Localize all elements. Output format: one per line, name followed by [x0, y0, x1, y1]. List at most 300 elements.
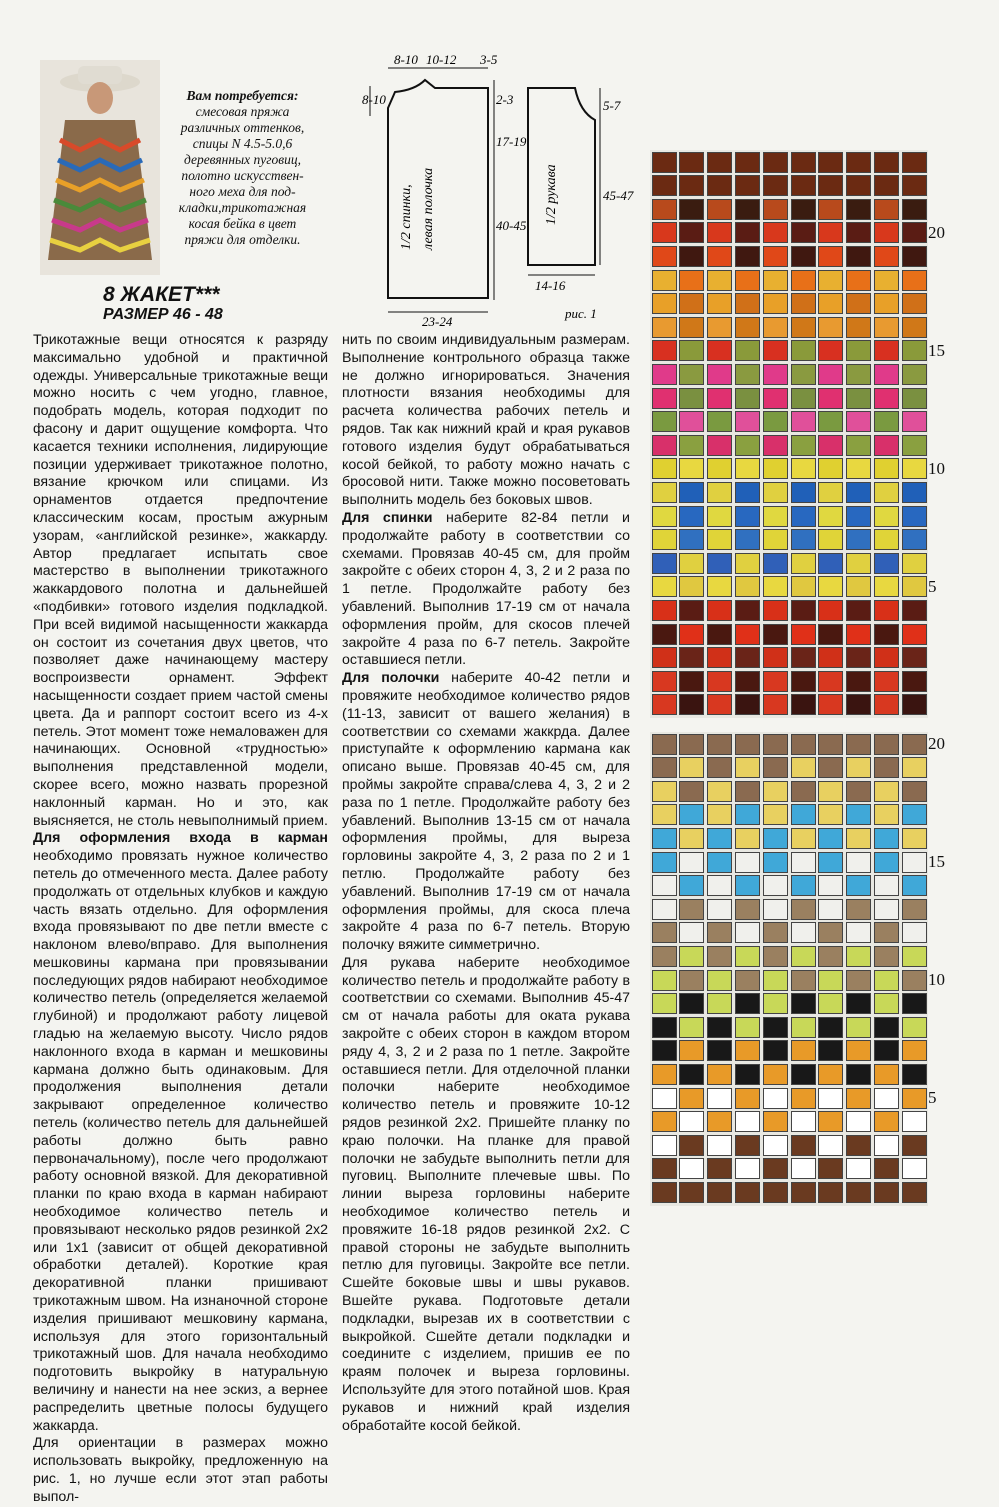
piece-label: 1/2 рукава — [544, 164, 559, 225]
chart-cell — [679, 1088, 704, 1109]
chart-cell — [791, 993, 816, 1014]
chart-cell — [791, 411, 816, 432]
chart-cell — [902, 624, 927, 645]
chart-cell — [791, 246, 816, 267]
chart-cell — [763, 411, 788, 432]
chart-cell — [818, 734, 843, 755]
chart-cell — [874, 222, 899, 243]
chart-cell — [874, 435, 899, 456]
chart-cell — [791, 270, 816, 291]
chart-cell — [846, 828, 871, 849]
chart-cell — [679, 1111, 704, 1132]
chart-cell — [791, 970, 816, 991]
materials-line: кладки,трикотажная — [178, 200, 307, 215]
dim-label: 8-10 — [362, 92, 386, 107]
chart-cell — [791, 364, 816, 385]
chart-cell — [874, 993, 899, 1014]
chart-cell — [735, 875, 760, 896]
chart-cell — [679, 199, 704, 220]
chart-cell — [735, 647, 760, 668]
chart-cell — [652, 647, 677, 668]
chart-cell — [763, 1111, 788, 1132]
chart-cell — [874, 458, 899, 479]
chart-cell — [846, 199, 871, 220]
chart-cell — [652, 899, 677, 920]
chart-cell — [902, 828, 927, 849]
chart-cell — [735, 317, 760, 338]
chart-cell — [818, 1158, 843, 1179]
chart-cell — [791, 152, 816, 173]
chart-cell — [846, 576, 871, 597]
chart-cell — [902, 694, 927, 715]
chart-cell — [679, 388, 704, 409]
chart-cell — [818, 435, 843, 456]
chart-cell — [763, 317, 788, 338]
chart-cell — [902, 1111, 927, 1132]
dim-label: 14-16 — [535, 278, 566, 293]
chart-cell — [763, 199, 788, 220]
chart-cell — [735, 458, 760, 479]
chart-cell — [791, 317, 816, 338]
chart-cell — [791, 553, 816, 574]
chart-cell — [735, 411, 760, 432]
chart-cell — [763, 364, 788, 385]
chart-cell — [902, 734, 927, 755]
chart-cell — [707, 1088, 732, 1109]
chart-cell — [846, 946, 871, 967]
chart-cell — [902, 246, 927, 267]
chart-cell — [763, 1064, 788, 1085]
chart-cell — [902, 458, 927, 479]
chart-cell — [652, 694, 677, 715]
chart-cell — [679, 624, 704, 645]
chart-cell — [707, 175, 732, 196]
row-number-label: 15 — [928, 852, 945, 871]
materials-line: смесовая пряжа — [195, 104, 290, 119]
chart-cell — [707, 647, 732, 668]
chart-cell — [679, 222, 704, 243]
chart-cell — [846, 1158, 871, 1179]
chart-cell — [791, 199, 816, 220]
chart-cell — [874, 152, 899, 173]
chart-cell — [763, 270, 788, 291]
chart-cell — [791, 1017, 816, 1038]
chart-cell — [902, 1135, 927, 1156]
chart-cell — [791, 435, 816, 456]
chart-cell — [679, 152, 704, 173]
chart-cell — [735, 364, 760, 385]
chart-cell — [846, 1064, 871, 1085]
chart-cell — [679, 671, 704, 692]
chart-cell — [874, 875, 899, 896]
chart-cell — [902, 482, 927, 503]
chart-cell — [707, 340, 732, 361]
chart-cell — [902, 388, 927, 409]
chart-cell — [735, 293, 760, 314]
chart-cell — [735, 781, 760, 802]
chart-cell — [818, 899, 843, 920]
chart-cell — [679, 529, 704, 550]
row-number-label: 10 — [928, 970, 945, 989]
size-subtitle: РАЗМЕР 46 - 48 — [103, 306, 223, 323]
chart-cell — [791, 529, 816, 550]
chart-cell — [791, 340, 816, 361]
chart-cell — [735, 757, 760, 778]
chart-cell — [679, 317, 704, 338]
chart-cell — [707, 624, 732, 645]
chart-cell — [652, 364, 677, 385]
row-number-label: 20 — [928, 734, 945, 753]
materials-line: полотно искусствен- — [181, 168, 304, 183]
chart-cell — [902, 152, 927, 173]
chart-cell — [707, 1040, 732, 1061]
chart-cell — [679, 1158, 704, 1179]
chart-cell — [846, 899, 871, 920]
materials-line: пряжи для отделки. — [184, 232, 301, 247]
chart-cell — [679, 246, 704, 267]
chart-cell — [874, 647, 899, 668]
chart-cell — [846, 1040, 871, 1061]
chart-cell — [791, 734, 816, 755]
chart-cell — [763, 506, 788, 527]
chart-cell — [652, 482, 677, 503]
chart-cell — [818, 458, 843, 479]
chart-cell — [652, 781, 677, 802]
chart-cell — [902, 970, 927, 991]
chart-cell — [763, 1158, 788, 1179]
chart-cell — [652, 1182, 677, 1203]
chart-cell — [763, 852, 788, 873]
chart-cell — [846, 647, 871, 668]
chart-cell — [791, 1040, 816, 1061]
chart-cell — [679, 970, 704, 991]
chart-cell — [652, 671, 677, 692]
chart-cell — [791, 482, 816, 503]
chart-cell — [902, 340, 927, 361]
chart-cell — [846, 270, 871, 291]
jacquard-chart-1 — [650, 150, 928, 718]
chart-cell — [791, 222, 816, 243]
chart-cell — [679, 647, 704, 668]
chart-cell — [679, 734, 704, 755]
chart-cell — [874, 1017, 899, 1038]
chart-cell — [846, 993, 871, 1014]
chart-cell — [791, 694, 816, 715]
chart-cell — [846, 757, 871, 778]
chart-cell — [652, 624, 677, 645]
pattern-diagram — [360, 50, 634, 330]
chart-cell — [763, 222, 788, 243]
chart-cell — [818, 1088, 843, 1109]
chart-cell — [735, 1111, 760, 1132]
chart-cell — [735, 246, 760, 267]
chart-cell — [902, 647, 927, 668]
chart-cell — [874, 1088, 899, 1109]
chart-cell — [846, 970, 871, 991]
chart-cell — [735, 804, 760, 825]
materials-line: ного меха для под- — [189, 184, 296, 199]
chart-cell — [818, 246, 843, 267]
materials-heading: Вам потребуется: — [186, 88, 299, 103]
chart-cell — [652, 1088, 677, 1109]
chart-cell — [679, 804, 704, 825]
chart-cell — [707, 828, 732, 849]
chart-cell — [652, 852, 677, 873]
chart-cell — [763, 600, 788, 621]
chart-cell — [902, 1088, 927, 1109]
chart-cell — [735, 1040, 760, 1061]
paragraph: Трикотажные вещи относятся к разряду максимально удобной и практичной одежды. Универсальные трикотажные вещи можно носить с чем угодно, главное, подобрать модель, которая подходит по фасону и дарит ощущение комфорта. Что касается техники исполнения, лидирующие позиции удерживает трикотажное полотно, вязание крючком или спицами. Из орнаментов отдается предпочтение классическим косам, простым ажурным узорам, «английской резинке», жаккарду. Автор предлагает испытать свое мастерство в выполнении трикотажного жаккардового полотна и дальнейшей «подбивки» готового изделия подкладкой. При всей видимой насыщенности жаккарда он состоит из сочетания двух цветов, что позволяет даже начинающему мастеру воспроизвести орнамент. Эффект насыщенности создает прием частой смены цвета. Да и раппорт состоит всего из 4-х петель. Этот момент тоже немаловажен для начинающих. Основной «трудностью» выполнения представленной модели, скорее всего, можно назвать прорезной наклонный карман. Но и это, как выясняется, не столь невыполнимый прием. Для оформления входа в карман необходимо провязать нужное количество петель до отмеченного места. Далее работу продолжать от отдельных клубков и каждую часть вязать отдельно. Для оформления входа провязывают по две петли вместе с наклоном влево/вправо. Для выполнения мешковины кармана при провязывании последующих рядов набирают необходимое количество петель (определяется желаемой глубиной) и продолжают работу лицевой гладью на желаемую высоту. Число рядов наклонного входа в карман и мешковины кармана должно быть одинаковым. Для продолжения выполнения детали закрывают определенное количество петель (количество петель для дальнейшей работы должно быть равно первоначальному), после чего продолжают работу основной вязкой. Для декоративной планки по краю входа в карман набирают необходимое количество петель и провязывают несколько рядов резинкой 2х2 или 1х1 (зависит от общей декоративной обработки деталей). Короткие края декоративной планки пришивают трикотажным швом. На изнаночной стороне изделия пришивают мешковину кармана, используя для этого горизонтальный трикотажный шов. Для начала необходимо подготовить выкройку в натуральную величину и нанести на нее эскиз, а вернее распределить цветные полосы будущего жаккарда. — [33, 332, 328, 1434]
chart-cell — [791, 922, 816, 943]
chart-cell — [707, 804, 732, 825]
chart-cell — [818, 222, 843, 243]
chart-cell — [679, 270, 704, 291]
chart-cell — [763, 435, 788, 456]
chart-cell — [735, 993, 760, 1014]
materials-line: деревянных пуговиц, — [183, 152, 302, 167]
chart-cell — [652, 828, 677, 849]
chart-cell — [818, 875, 843, 896]
chart-cell — [735, 175, 760, 196]
chart-cell — [735, 506, 760, 527]
chart-cell — [902, 576, 927, 597]
chart-cell — [846, 340, 871, 361]
chart-cell — [902, 946, 927, 967]
chart-cell — [707, 922, 732, 943]
chart-cell — [707, 435, 732, 456]
chart-cell — [763, 694, 788, 715]
chart-cell — [818, 175, 843, 196]
chart-cell — [679, 1017, 704, 1038]
chart-cell — [818, 1064, 843, 1085]
chart-cell — [707, 1064, 732, 1085]
chart-cell — [846, 222, 871, 243]
chart-cell — [763, 734, 788, 755]
chart-cell — [763, 993, 788, 1014]
chart-cell — [763, 970, 788, 991]
chart-cell — [846, 600, 871, 621]
chart-cell — [874, 270, 899, 291]
chart-cell — [846, 529, 871, 550]
chart-cell — [818, 411, 843, 432]
chart-cell — [818, 852, 843, 873]
chart-cell — [652, 317, 677, 338]
chart-cell — [735, 553, 760, 574]
chart-cell — [846, 553, 871, 574]
chart-cell — [763, 828, 788, 849]
chart-cell — [652, 270, 677, 291]
paragraph: Для рукава наберите необходимое количество петель и продолжайте работу в соответствии со схемами. Выполнив 45-47 см от начала работы для оката рукава закройте с обеих сторон в каждом втором ряду 4, 3, 2 и 2 раза по 1 петле. Закройте оставшиеся петли. Для отделочной планки полочки наберите необходимое количество петель и провяжите 10-12 рядов резинкой 2х2. Пришейте планку по краю полочки. На планке для правой полочки не забудьте выполнить петли для пуговиц. Выполните плечевые швы. По линии выреза горловины наберите необходимое количество петель и провяжите 16-18 рядов резинкой 2х2. С правой стороны не забудьте выполнить петлю для пуговицы. Закройте все петли. Сшейте боковые швы и швы рукавов. Вшейте рукава. Подготовьте детали подкладки, вырезав их в соответствии с выкройкой. Сшейте детали подкладки и соедините с изделием, пришив ее по краям полочек и выреза горловины. Используйте для этого потайной шов. Края рукавов и нижний край изделия обработайте косой бейкой. — [342, 954, 630, 1434]
chart-cell — [846, 1017, 871, 1038]
chart-cell — [735, 899, 760, 920]
chart-cell — [679, 946, 704, 967]
chart-cell — [763, 1182, 788, 1203]
chart-cell — [735, 1064, 760, 1085]
chart-cell — [707, 1182, 732, 1203]
chart-cell — [846, 364, 871, 385]
chart-cell — [652, 553, 677, 574]
chart-cell — [902, 270, 927, 291]
chart-cell — [735, 1017, 760, 1038]
chart-cell — [902, 553, 927, 574]
chart-cell — [707, 671, 732, 692]
chart-cell — [846, 152, 871, 173]
dim-label: 40-45 — [496, 218, 527, 233]
paragraph: Для ориентации в размерах можно использовать выкройку, предложенную на рис. 1, но лучше если этот этап работы выпол- — [33, 1435, 328, 1505]
chart-cell — [707, 576, 732, 597]
chart-cell — [652, 970, 677, 991]
chart-cell — [652, 875, 677, 896]
chart-cell — [707, 781, 732, 802]
chart-cell — [846, 1111, 871, 1132]
chart-cell — [846, 922, 871, 943]
dim-label: 10-12 — [426, 52, 457, 67]
chart-cell — [874, 553, 899, 574]
chart-cell — [735, 671, 760, 692]
chart-cell — [735, 222, 760, 243]
chart-cell — [735, 852, 760, 873]
chart-cell — [818, 199, 843, 220]
chart-cell — [818, 529, 843, 550]
chart-cell — [707, 946, 732, 967]
chart-cell — [902, 600, 927, 621]
paragraph: Для полочки наберите 40-42 петли и провяжите необходимое количество рядов (11-13, зависит от вашего желания) в соответствии со схемами жаккрда. Далее приступайте к оформлению кармана как описано выше. Провязав 40-45 см, для проймы закройте справа/слева 4, 3, 2 и 2 раза по 1 петле. Продолжайте работу без убавлений. Выполнив 13-15 см от начала оформления проймы, для выреза горловины закройте 4, 3, 2 раза по 2 и 1 петлю. Продолжайте работу без убавлений. Выполнив 17-19 см от начала оформления проймы, для скоса плеча закройте 4 раза по 6-7 петель. Вторую полочку вяжите симметрично. — [342, 670, 630, 954]
chart-cell — [818, 506, 843, 527]
chart-cell — [652, 152, 677, 173]
chart-cell — [735, 435, 760, 456]
chart-cell — [735, 1135, 760, 1156]
chart-cell — [735, 199, 760, 220]
chart-cell — [874, 757, 899, 778]
chart-cell — [846, 694, 871, 715]
chart-cell — [652, 804, 677, 825]
chart-cell — [652, 458, 677, 479]
chart-cell — [818, 781, 843, 802]
chart-cell — [735, 1158, 760, 1179]
chart-cell — [791, 1088, 816, 1109]
chart-cell — [874, 624, 899, 645]
chart-cell — [679, 757, 704, 778]
chart-cell — [902, 199, 927, 220]
chart-cell — [707, 458, 732, 479]
chart-cell — [791, 804, 816, 825]
chart-cell — [902, 1064, 927, 1085]
chart-cell — [902, 757, 927, 778]
chart-cell — [874, 246, 899, 267]
chart-cell — [652, 506, 677, 527]
chart-cell — [791, 671, 816, 692]
chart-cell — [652, 529, 677, 550]
chart-cell — [818, 694, 843, 715]
chart-cell — [707, 694, 732, 715]
chart-cell — [818, 317, 843, 338]
chart-cell — [874, 293, 899, 314]
chart-cell — [652, 388, 677, 409]
chart-cell — [902, 671, 927, 692]
chart-cell — [763, 293, 788, 314]
chart-cell — [874, 340, 899, 361]
chart-cell — [874, 199, 899, 220]
chart-cell — [846, 506, 871, 527]
chart-cell — [791, 388, 816, 409]
chart-cell — [874, 529, 899, 550]
chart-cell — [763, 175, 788, 196]
chart-cell — [874, 576, 899, 597]
chart-cell — [763, 804, 788, 825]
piece-label: левая полочка — [421, 167, 436, 250]
dim-label: 8-10 — [394, 52, 418, 67]
chart-cell — [846, 388, 871, 409]
chart-cell — [652, 734, 677, 755]
chart-cell — [902, 1017, 927, 1038]
chart-cell — [818, 388, 843, 409]
chart-cell — [818, 270, 843, 291]
chart-cell — [902, 364, 927, 385]
chart-cell — [735, 340, 760, 361]
dim-label: 2-3 — [496, 92, 514, 107]
chart-cell — [679, 506, 704, 527]
chart-cell — [846, 246, 871, 267]
chart-cell — [846, 458, 871, 479]
chart-cell — [707, 388, 732, 409]
chart-cell — [679, 458, 704, 479]
chart-cell — [707, 757, 732, 778]
chart-cell — [902, 899, 927, 920]
chart-cell — [846, 435, 871, 456]
chart-cell — [846, 734, 871, 755]
figure-caption: рис. 1 — [565, 306, 597, 321]
chart-cell — [818, 553, 843, 574]
chart-cell — [735, 828, 760, 849]
chart-cell — [652, 175, 677, 196]
dim-label: 45-47 — [603, 188, 634, 203]
chart-cell — [735, 922, 760, 943]
chart-cell — [707, 364, 732, 385]
chart-cell — [679, 1040, 704, 1061]
chart-cell — [818, 1017, 843, 1038]
chart-cell — [707, 899, 732, 920]
chart-cell — [763, 647, 788, 668]
row-number-label: 15 — [928, 340, 945, 360]
jacket-photo — [40, 60, 160, 275]
chart-cell — [679, 1135, 704, 1156]
chart-cell — [902, 1182, 927, 1203]
page-title: 8 ЖАКЕТ*** — [103, 283, 220, 306]
chart-cell — [846, 1088, 871, 1109]
row-number-label: 20 — [928, 222, 945, 242]
dim-label: 3-5 — [480, 52, 498, 67]
chart-cell — [874, 506, 899, 527]
chart-cell — [874, 734, 899, 755]
chart-cell — [874, 1182, 899, 1203]
chart-cell — [791, 1182, 816, 1203]
chart-cell — [652, 293, 677, 314]
chart-cell — [846, 875, 871, 896]
chart-cell — [652, 435, 677, 456]
chart-cell — [652, 340, 677, 361]
chart-cell — [874, 1111, 899, 1132]
chart-cell — [652, 1064, 677, 1085]
chart-cell — [791, 458, 816, 479]
piece-label: 1/2 спинки, — [399, 184, 414, 250]
chart-cell — [818, 1135, 843, 1156]
chart-cell — [818, 1040, 843, 1061]
chart-cell — [679, 1182, 704, 1203]
chart-cell — [763, 671, 788, 692]
chart-cell — [874, 922, 899, 943]
chart-cell — [846, 1135, 871, 1156]
chart-cell — [791, 506, 816, 527]
